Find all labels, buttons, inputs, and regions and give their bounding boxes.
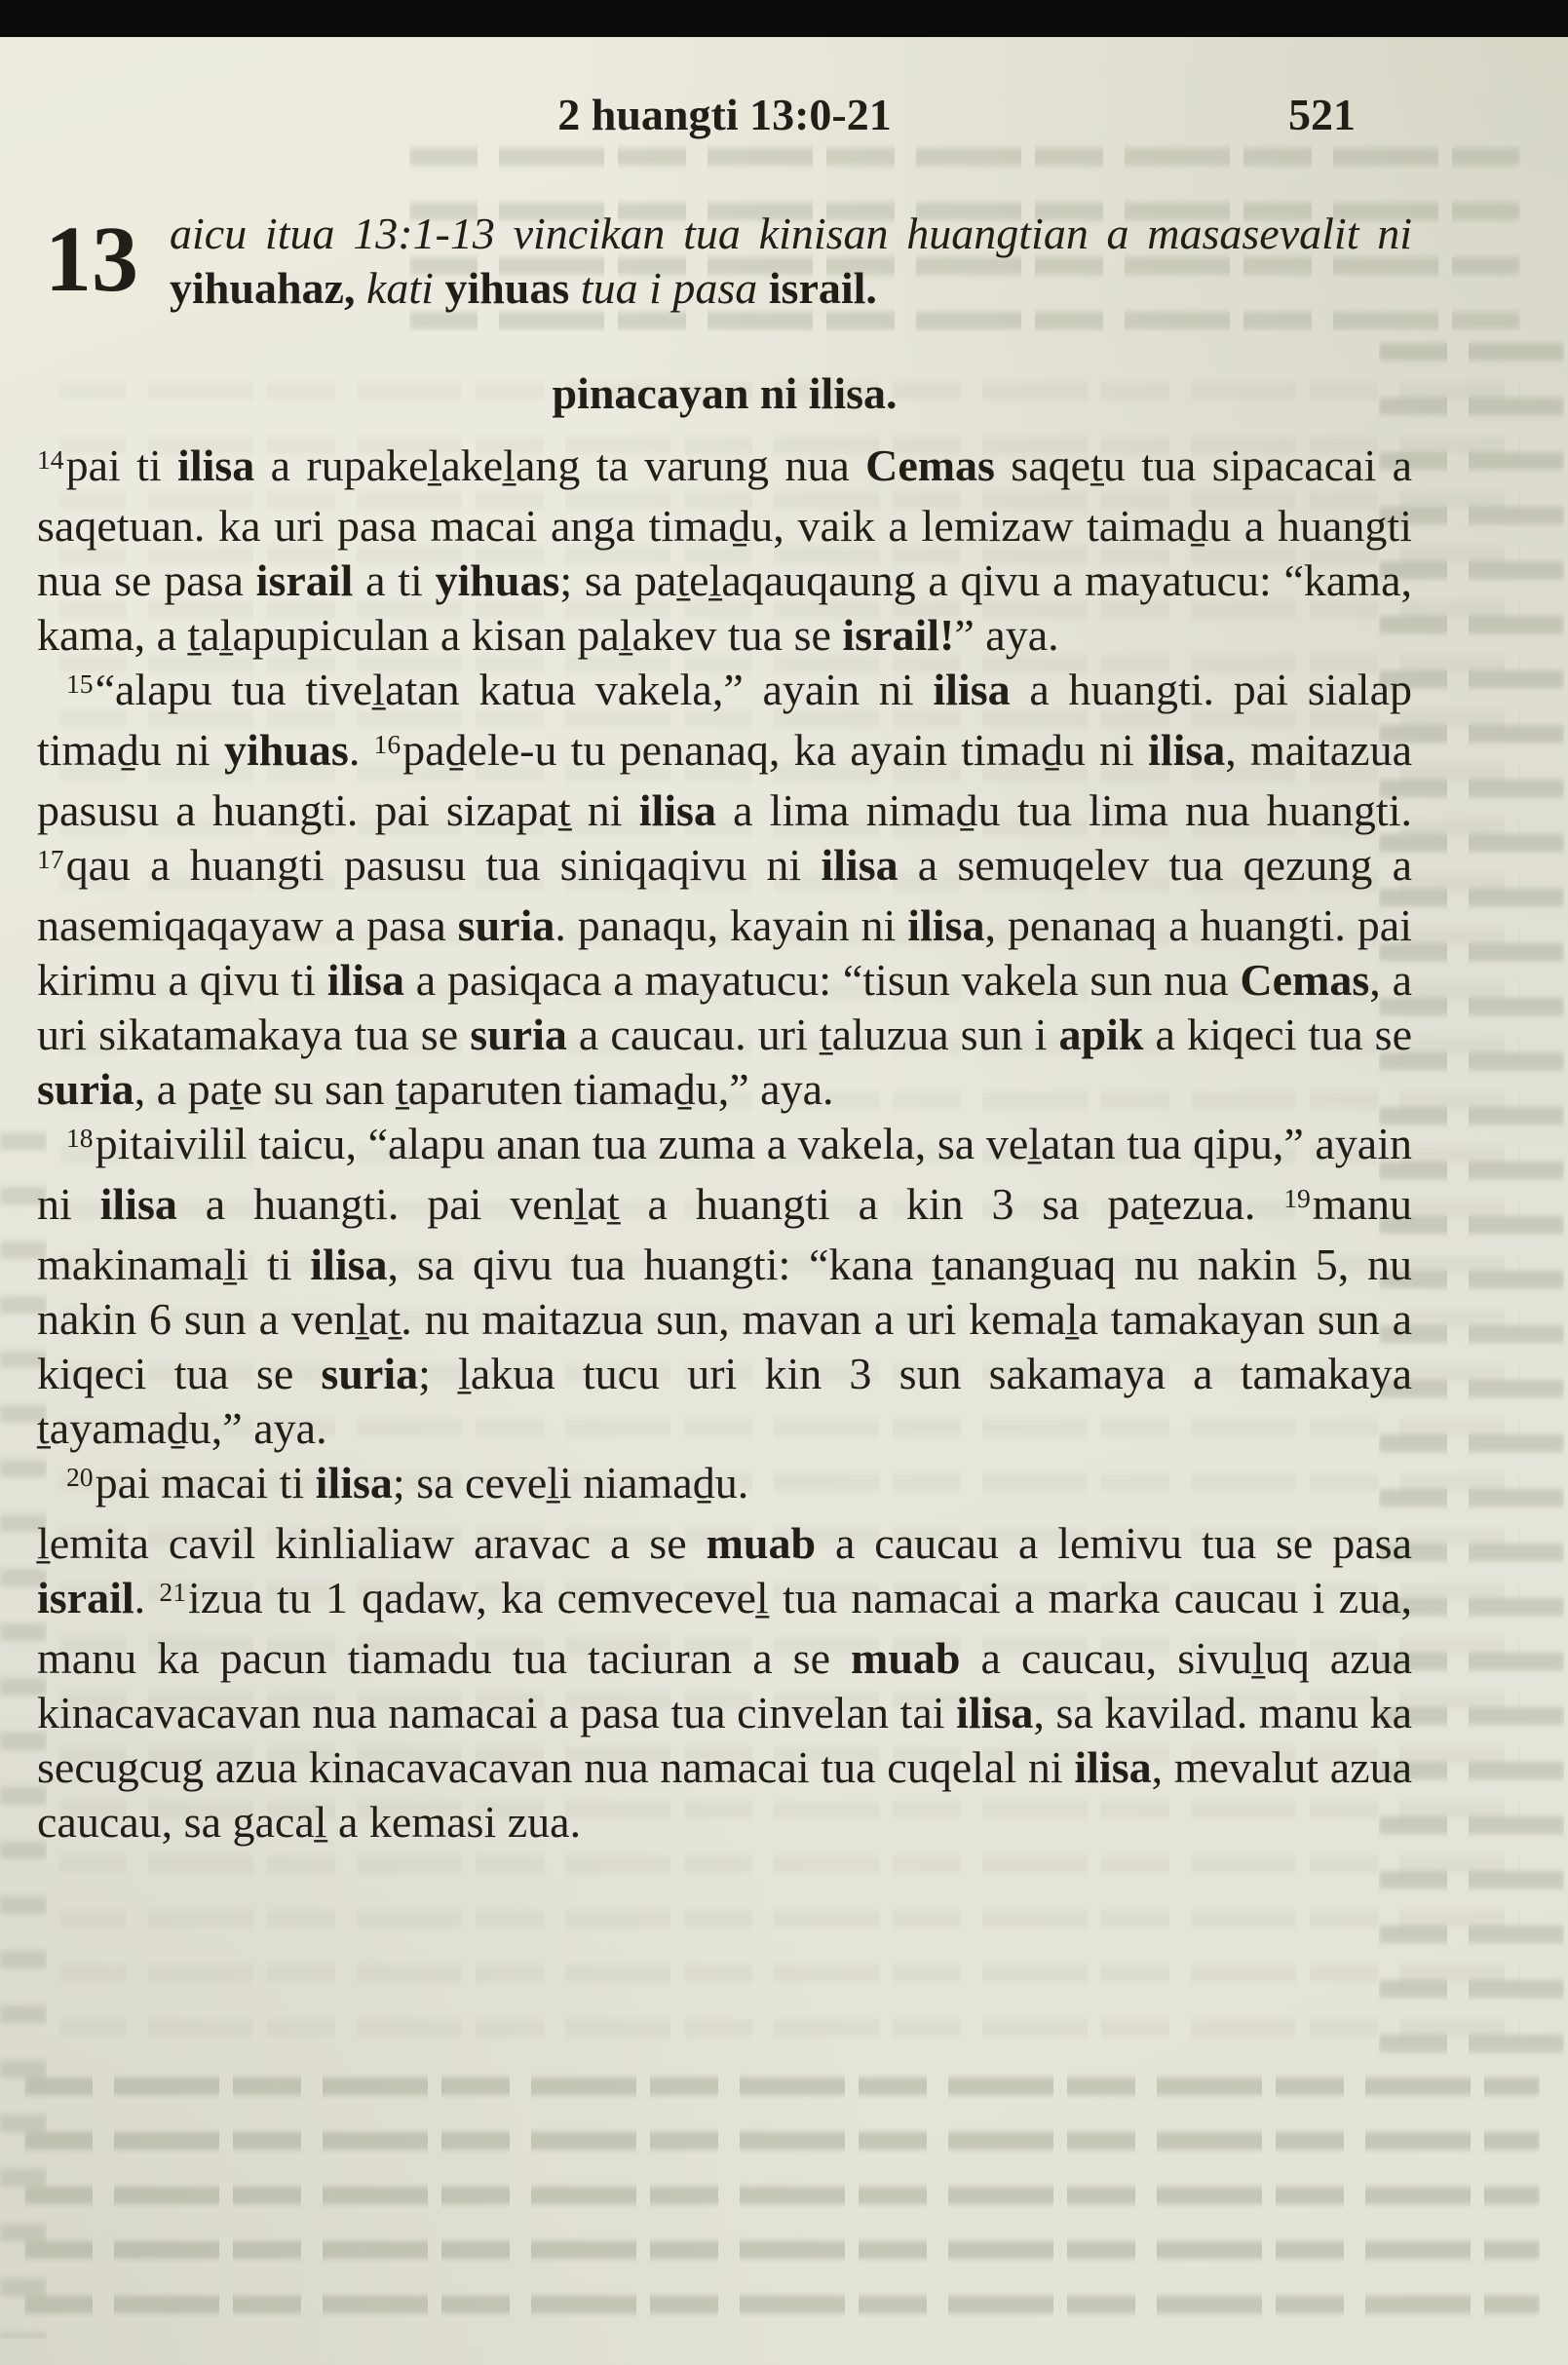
verse-paragraph-20-21: ḻemita cavil kinlialiaw aravac a se muab a caucau a lemivu tua se pasa israil. $^{21}$izua tu 1 qadaw, ka cemveceveḻ tua namacai a marka caucau i zua, manu ka pacun tiamadu tua taciuran a se muab a caucau, sivuḻuq azua kinacavacavan nua namacai a pasa tua cinvelan tai ilisa, sa kavilad. manu ka secugcug azua kinacavacavan nua namacai tua cuqelal ni ilisa, mevalut azua caucau, sa gacaḻ a kemasi zua. [37,1518,1413,1847]
verse-paragraph-20: $^{20}$pai macai ti ilisa; sa ceveḻi niamaḏu. [66,1458,749,1507]
scan-edge-artifact [0,0,1568,37]
chapter-intro-block [37,207,1412,316]
chapter-number: 13 [45,207,138,311]
section-heading: pinacayan ni ilisa. [552,368,898,418]
verse-paragraph-15-17: $^{15}$“alapu tua tiveḻatan katua vakela,” ayain ni ilisa a huangti. pai sialap timaḏu ni yihuas. $^{16}$paḏele-u tu penanaq, ka ayain timaḏu ni ilisa, maitazua pasusu a huangti. pai sizapaṯ ni ilisa a lima nimaḏu tua lima nua huangti. $^{17}$qau a huangti pasusu tua siniqaqivu ni ilisa a semuqelev tua qezung a nasemiqaqayaw a pasa suria. panaqu, kayain ni ilisa, penanaq a huangti. pai kirimu a qivu ti ilisa a pasiqaca a mayatucu: “tisun vakela sun nua Cemas, a uri sikatamakaya tua se suria a caucau. uri ṯaluzua sun i apik a kiqeci tua se suria, a paṯe su san ṯaparuten tiamaḏu,” aya. [37,665,1413,1114]
text-column [37,37,1412,1850]
verse-paragraph-14: $^{14}$pai ti ilisa a rupakeḻakeḻang ta varung nua Cemas saqeṯu tua sipacacai a saqetuan. ka uri pasa macai anga timaḏu, vaik a lemizaw taimaḏu a huangti nua se pasa israil a ti yihuas; sa paṯeḻaqauqaung a qivu a mayatucu: “kama, kama, a ṯaḻapupiculan a kisan paḻakev tua se israil!” aya. [37,440,1412,660]
verse-paragraph-18-19: $^{18}$pitaivilil taicu, “alapu anan tua zuma a vakela, sa veḻatan tua qipu,” ayain ni ilisa a huangti. pai venḻaṯ a huangti a kin 3 sa paṯezua. $^{19}$manu makinamaḻi ti ilisa, sa qivu tua huangti: “kana ṯananguaq nu nakin 5, nu nakin 6 sun a venḻaṯ. nu maitazua sun, mavan a uri kemaḻa tamakayan sun a kiqeci tua se suria; ḻakua tucu uri kin 3 sun sakamaya a tamakaya ṯayamaḏu,” aya. [37,1119,1412,1453]
page-title: 2 huangti 13:0-21 [557,90,892,139]
chapter-summary: aicu itua 13:1-13 vincikan tua kinisan huangtian a masasevalit ni yihuahaz, kati yihuas tua i pasa israil. [170,209,1412,313]
page-number: 521 [1288,90,1356,139]
bleed-through-artifact [24,2066,1540,2348]
running-header [37,88,1412,142]
